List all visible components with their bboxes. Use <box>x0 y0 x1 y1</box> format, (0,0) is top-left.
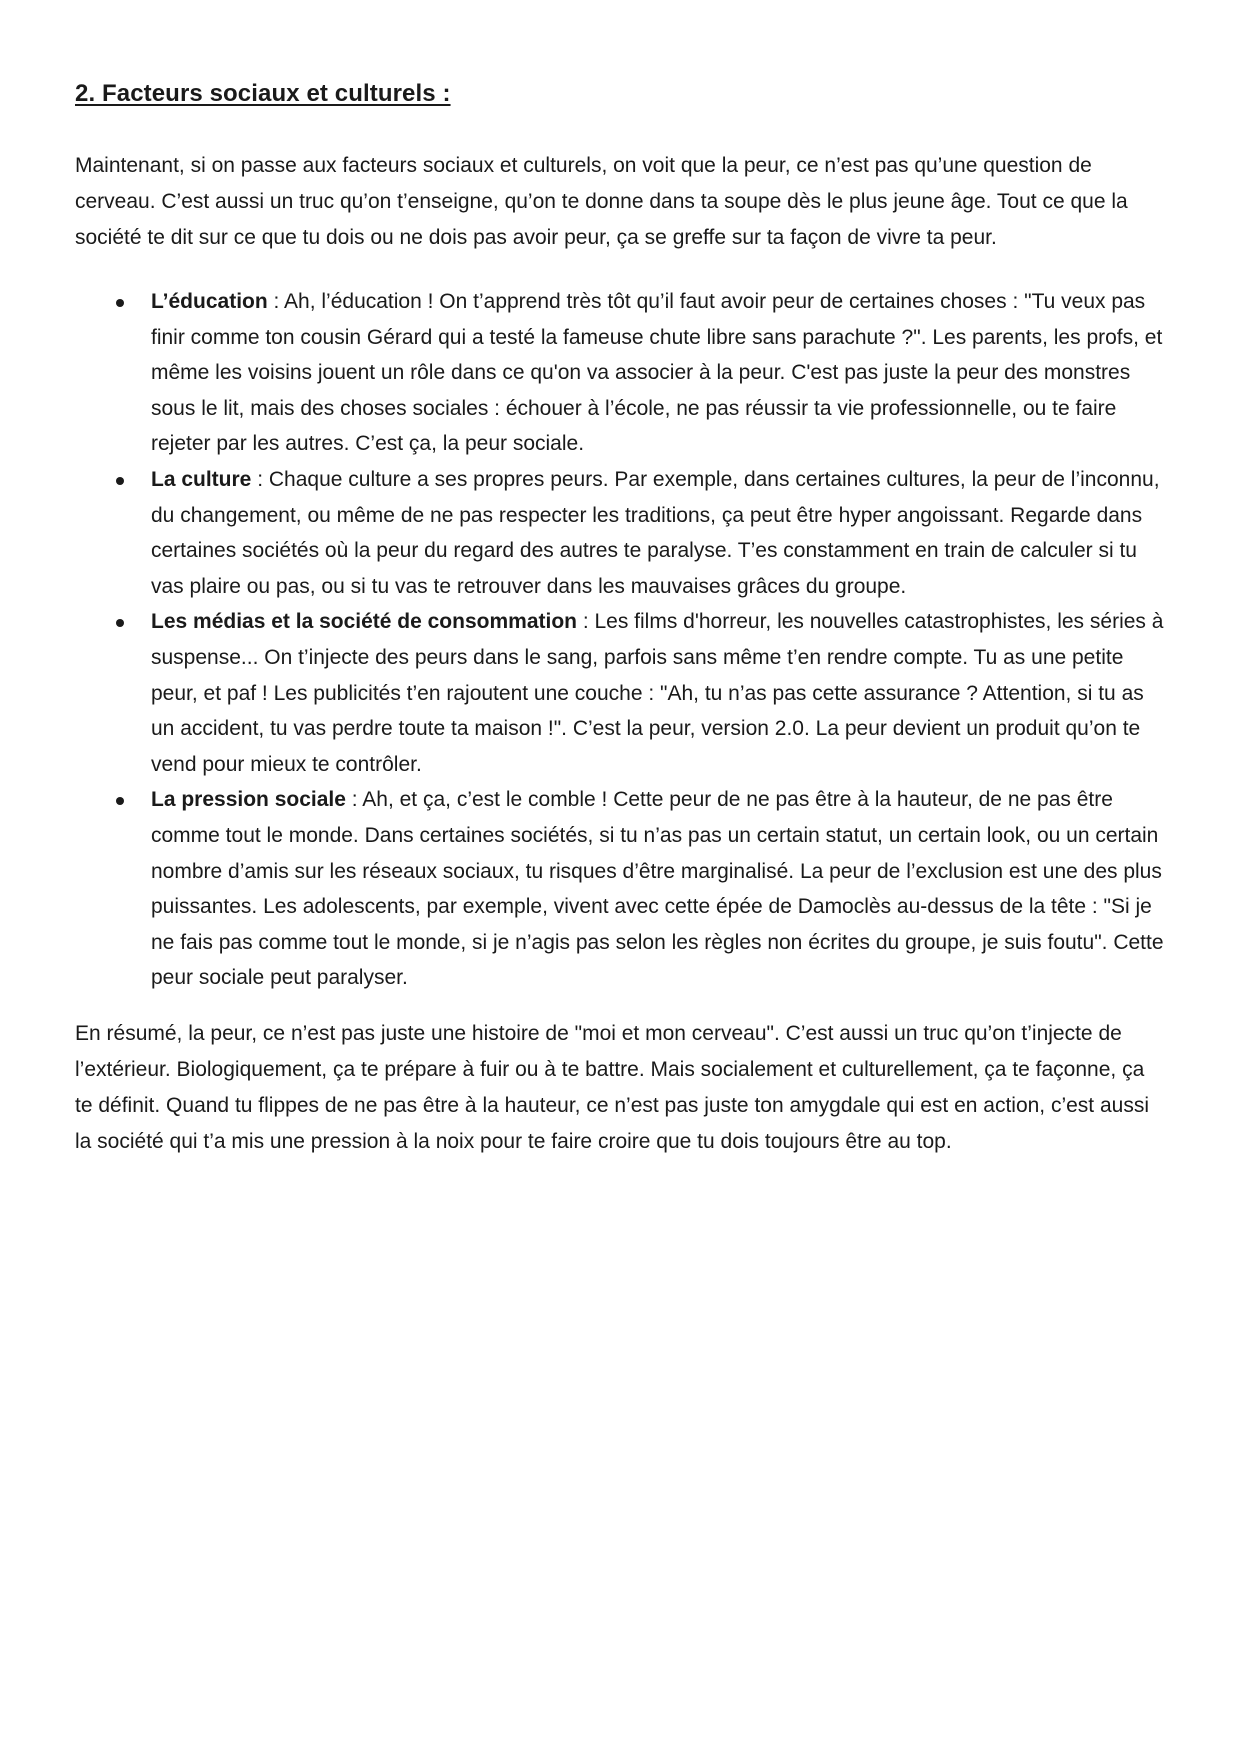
bullet-term: L’éducation <box>151 290 268 313</box>
bullet-dot-icon <box>116 797 124 805</box>
bullet-text: : Les films d'horreur, les nouvelles catastrophistes, les séries à suspense... On t’injecte des peurs dans le sang, parfois sans même t’en rendre compte. Tu as une petite peur, et paf ! Les publicités t’en rajoutent une couche : "Ah, tu n’as pas cette assurance ? Attention, si tu as un accident, tu vas perdre toute ta maison !". C’est la peur, version 2.0. La peur devient un produit qu’on te vend pour mieux te contrôler. <box>151 610 1164 776</box>
bullet-term: La culture <box>151 467 252 491</box>
bullet-item-culture <box>75 462 1165 604</box>
bullet-item-pression-sociale <box>75 782 1165 996</box>
bullet-term: Les médias et la société de consommation <box>151 610 577 634</box>
bullet-dot-icon <box>116 477 124 485</box>
bullet-item-medias <box>75 604 1165 782</box>
bullet-list <box>75 284 1165 996</box>
bullet-text: : Ah, l’éducation ! On t’apprend très tôt qu’il faut avoir peur de certaines choses : "Tu veux pas finir comme ton cousin Gérard qui a testé la fameuse chute libre sans parachute ?". Les parents, les profs, et même les voisins jouent un rôle dans ce qu'on va associer à la peur. C'est pas juste la peur des monstres sous le lit, mais des choses sociales : échouer à l’école, ne pas réussir ta vie professionnelle, ou te faire rejeter par les autres. C’est ça, la peur sociale. <box>151 290 1163 456</box>
bullet-term: La pression sociale <box>151 788 346 812</box>
bullet-text: : Chaque culture a ses propres peurs. Par exemple, dans certaines cultures, la peur de l’inconnu, du changement, ou même de ne pas respecter les traditions, ça peut être hyper angoissant. Regarde dans certaines sociétés où la peur du regard des autres te paralyse. T’es constamment en train de calculer si tu vas plaire ou pas, ou si tu vas te retrouver dans les mauvaises grâces du groupe. <box>151 467 1160 598</box>
bullet-text: : Ah, et ça, c’est le comble ! Cette peur de ne pas être à la hauteur, de ne pas être comme tout le monde. Dans certaines sociétés, si tu n’as pas un certain statut, un certain look, ou un certain nombre d’amis sur les réseaux sociaux, tu risques d’être marginalisé. La peur de l’exclusion est une des plus puissantes. Les adolescents, par exemple, vivent avec cette épée de Damoclès au-dessus de la tête : "Si je ne fais pas comme tout le monde, si je n’agis pas selon les règles non écrites du groupe, je suis foutu". Cette peur sociale peut paralyser. <box>151 788 1164 990</box>
section-heading: 2. Facteurs sociaux et culturels : <box>75 80 451 107</box>
conclusion-paragraph: En résumé, la peur, ce n’est pas juste une histoire de "moi et mon cerveau". C’est aussi un truc qu’on t’injecte de l’extérieur. Biologiquement, ça te prépare à fuir ou à te battre. Mais socialement et culturellement, ça te façonne, ça te définit. Quand tu flippes de ne pas être à la hauteur, ce n’est pas juste ton amygdale qui est en action, c’est aussi la société qui t’a mis une pression à la noix pour te faire croire que tu dois toujours être au top. <box>75 1021 1150 1153</box>
bullet-dot-icon <box>116 619 124 627</box>
bullet-dot-icon <box>116 299 124 307</box>
bullet-item-education <box>75 284 1165 462</box>
intro-paragraph: Maintenant, si on passe aux facteurs sociaux et culturels, on voit que la peur, ce n’est pas qu’une question de cerveau. C’est aussi un truc qu’on t’enseigne, qu’on te donne dans ta soupe dès le plus jeune âge. Tout ce que la société te dit sur ce que tu dois ou ne dois pas avoir peur, ça se greffe sur ta façon de vivre ta peur. <box>75 154 1128 249</box>
